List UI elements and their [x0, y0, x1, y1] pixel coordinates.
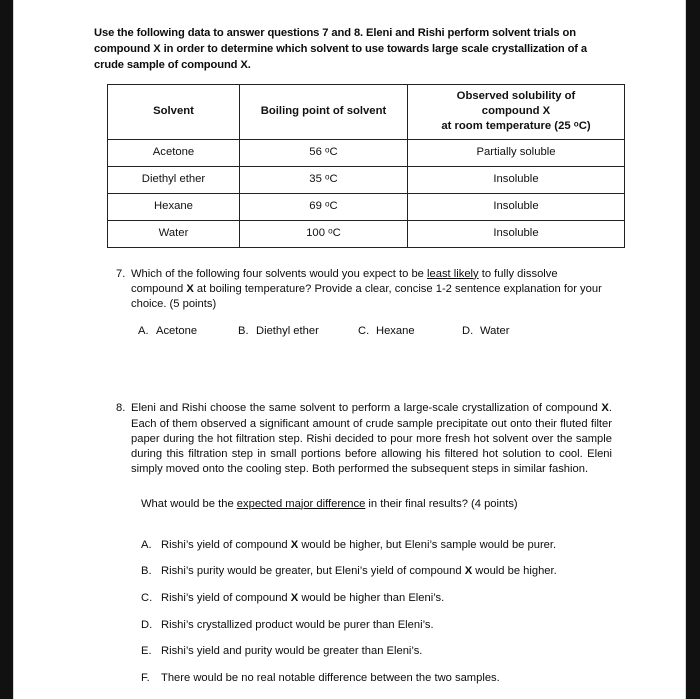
degree-symbol: o [325, 172, 330, 182]
cell-boiling-point [240, 193, 408, 220]
q8-option-compound-x: X [290, 538, 299, 551]
q7-choice-acetone[interactable] [138, 325, 238, 337]
q8-option-b[interactable] [141, 564, 611, 579]
boiling-point-unit: C [329, 199, 338, 212]
q8-option-letter: B. [141, 565, 152, 578]
cell-solvent: Acetone [108, 139, 240, 166]
q8-option-text [161, 564, 611, 579]
q7-choice-letter: A. [138, 325, 149, 338]
degree-symbol: o [325, 199, 330, 209]
q8-option-text [161, 538, 611, 553]
q8-option-text-post: would be higher. [472, 565, 557, 578]
cell-boiling-point [240, 166, 408, 193]
q8-compound-x: X [601, 402, 609, 415]
table-header-row [108, 84, 625, 139]
q7-choice-label: Hexane [376, 325, 415, 338]
table-row [108, 139, 625, 166]
page-content [94, 26, 611, 697]
boiling-point-value: 100 [306, 226, 329, 239]
q8-option-letter: F. [141, 671, 150, 684]
cell-solvent: Hexane [108, 193, 240, 220]
question-7-number: 7. [116, 267, 126, 280]
table-row [108, 166, 625, 193]
q8-option-text-pre: Rishi’s purity would be greater, but Eleni’s yield of compound [161, 565, 465, 578]
cell-solvent: Diethyl ether [108, 166, 240, 193]
q7-choice-label: Diethyl ether [256, 325, 319, 338]
q8-option-text-pre: Rishi’s yield of compound [161, 538, 291, 551]
boiling-point-unit: C [329, 145, 338, 158]
header-observed-solubility [408, 84, 625, 139]
q8-option-text [161, 591, 611, 606]
header-line-2: compound X [481, 105, 551, 118]
cell-solubility: Insoluble [408, 193, 625, 220]
degree-symbol: o [328, 226, 333, 236]
question-7 [109, 267, 609, 313]
question-8-number: 8. [116, 402, 126, 415]
degree-symbol: o [573, 119, 579, 129]
cell-solubility: Insoluble [408, 166, 625, 193]
q7-text-part3: at boiling temperature? Provide a clear, concise 1-2 sentence explanation for your choice. (5 points) [131, 282, 602, 311]
question-8-prompt [141, 497, 611, 512]
q8-option-compound-x: X [464, 565, 473, 578]
q8-option-e[interactable] [141, 644, 611, 659]
q8-option-text [161, 671, 611, 686]
boiling-point-unit: C [329, 172, 338, 185]
boiling-point-value: 69 [309, 199, 325, 212]
q8-prompt-underlined: expected major difference [236, 497, 366, 510]
q8-option-text-pre: Rishi’s yield and purity would be greater than Eleni’s. [161, 645, 423, 658]
q8-text-part1: Eleni and Rishi choose the same solvent to perform a large-scale crystallization of compound [131, 402, 602, 415]
cell-solvent: Water [108, 220, 240, 247]
q7-text-part1: Which of the following four solvents would you expect to be [131, 267, 428, 280]
cell-solubility: Insoluble [408, 220, 625, 247]
header-line-3-pre: at room temperature (25 [441, 120, 574, 133]
q8-option-text-post: would be higher, but Eleni’s sample would be purer. [298, 538, 557, 551]
q7-choice-water[interactable] [462, 325, 509, 337]
question-7-choices [138, 325, 611, 337]
q7-choice-diethyl-ether[interactable] [238, 325, 358, 337]
header-solvent: Solvent [108, 84, 240, 139]
q7-choice-letter: C. [358, 325, 370, 338]
q7-choice-label: Water [480, 325, 510, 338]
table-row [108, 193, 625, 220]
header-boiling-point: Boiling point of solvent [240, 84, 408, 139]
q8-option-a[interactable] [141, 538, 611, 553]
q7-text-part2: to fully dissolve compound [131, 267, 558, 295]
q8-option-letter: C. [141, 591, 153, 604]
q8-option-letter: A. [141, 538, 152, 551]
q8-option-text-pre: Rishi’s yield of compound [161, 591, 291, 604]
q8-option-letter: D. [141, 618, 153, 631]
q7-choice-hexane[interactable] [358, 325, 462, 337]
q8-option-text-pre: There would be no real notable difference between the two samples. [161, 671, 500, 684]
table-body [108, 139, 625, 247]
solvent-data-table [107, 84, 625, 248]
boiling-point-value: 35 [309, 172, 325, 185]
q8-option-letter: E. [141, 645, 152, 658]
question-7-text [131, 267, 609, 313]
q8-option-f[interactable] [141, 671, 611, 686]
q8-prompt-part2: in their final results? (4 points) [365, 497, 518, 510]
q7-choice-label: Acetone [156, 325, 198, 338]
q7-underlined-phrase: least likely [427, 267, 479, 280]
q8-text-part2: . Each of them observed a significant amount of crude sample precipitate out onto their fluted filter paper during the hot filtration step. Rishi decided to pour more fresh hot solvent over the sample during this filtration step in small portions before allowing his filtered hot solution to cool. Eleni simply moved onto the cooling step. Both performed the subsequent steps in similar fashion. [131, 402, 612, 476]
header-line-3-post: C) [578, 120, 591, 133]
q8-option-c[interactable] [141, 591, 611, 606]
question-8-text [131, 401, 612, 477]
header-line-1: Observed solubility of [456, 90, 576, 103]
q8-option-compound-x: X [290, 591, 299, 604]
boiling-point-unit: C [332, 226, 341, 239]
q7-choice-letter: B. [238, 325, 249, 338]
question-8-options [141, 538, 611, 685]
document-page [13, 0, 686, 699]
cell-boiling-point [240, 139, 408, 166]
q8-option-text-pre: Rishi’s crystallized product would be purer than Eleni’s. [161, 618, 434, 631]
question-8 [109, 401, 612, 477]
q8-option-d[interactable] [141, 618, 611, 633]
q8-option-text [161, 618, 611, 633]
q7-compound-x: X [186, 282, 194, 295]
table-row [108, 220, 625, 247]
boiling-point-value: 56 [309, 145, 325, 158]
cell-boiling-point [240, 220, 408, 247]
degree-symbol: o [325, 145, 330, 155]
q7-choice-letter: D. [462, 325, 474, 338]
q8-prompt-part1: What would be the [141, 497, 237, 510]
cell-solubility: Partially soluble [408, 139, 625, 166]
q8-option-text-post: would be higher than Eleni’s. [298, 591, 445, 604]
intro-paragraph: Use the following data to answer questions 7 and 8. Eleni and Rishi perform solvent trials on compound X in order to determine which solvent to use towards large scale crystallization of a crude sample of compound X. [94, 27, 588, 71]
q8-option-text [161, 644, 611, 659]
